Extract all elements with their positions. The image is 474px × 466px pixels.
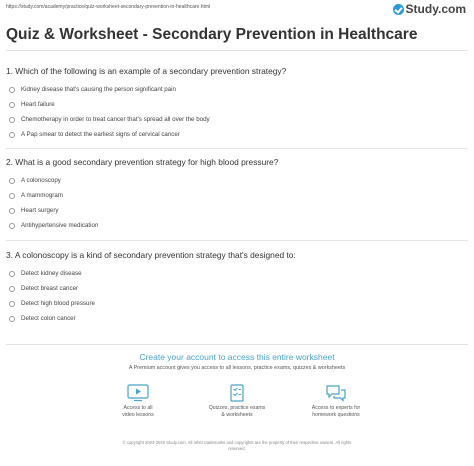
answer-option[interactable]: [6, 296, 468, 311]
study-logo[interactable]: [393, 2, 466, 16]
feature-label: Access to experts for homework questions: [311, 405, 361, 418]
top-bar: [0, 0, 474, 14]
option-text: Detect kidney disease: [21, 270, 82, 277]
feature-video-lessons: [93, 384, 183, 419]
check-icon: [393, 4, 404, 15]
radio-icon[interactable]: [9, 102, 15, 108]
answer-option[interactable]: [6, 266, 468, 281]
page-title: Quiz & Worksheet - Secondary Prevention in Healthcare: [6, 26, 418, 43]
radio-icon[interactable]: [9, 87, 15, 93]
feature-label: Access to all video lessons: [122, 405, 154, 418]
question-3: [6, 250, 468, 326]
copyright-footer: [0, 440, 474, 452]
option-text: Heart failure: [21, 101, 55, 108]
answer-option[interactable]: [6, 281, 468, 296]
question-text: 1. Which of the following is an example of a secondary prevention strategy?: [6, 66, 287, 76]
question-text: 3. A colonoscopy is a kind of secondary prevention strategy that's designed to:: [6, 250, 296, 260]
radio-icon[interactable]: [9, 208, 15, 214]
question-divider: [6, 240, 468, 241]
option-text: Detect colon cancer: [21, 315, 76, 322]
expert-chat-icon: [325, 384, 347, 402]
option-text: Detect breast cancer: [21, 285, 79, 292]
logo-text: Study.com: [405, 2, 466, 16]
option-text: Kidney disease that's causing the person significant pain: [21, 86, 176, 93]
option-text: A colonoscopy: [21, 177, 61, 184]
radio-icon[interactable]: [9, 117, 15, 123]
answer-option[interactable]: [6, 82, 468, 97]
radio-icon[interactable]: [9, 316, 15, 322]
answer-option[interactable]: [6, 173, 468, 188]
page-url: https://study.com/academy/practice/quiz-worksheet-secondary-prevention-in-healthcare.html: [6, 4, 211, 10]
feature-quizzes: [192, 384, 282, 419]
feature-experts: [291, 384, 381, 419]
option-text: A mammogram: [21, 192, 63, 199]
promo-title[interactable]: Create your account to access this entire worksheet: [139, 352, 335, 362]
radio-icon[interactable]: [9, 286, 15, 292]
radio-icon[interactable]: [9, 193, 15, 199]
promo-subtitle: A Premium account gives you access to all lessons, practice exams, quizzes & worksheets: [128, 365, 346, 371]
video-lessons-icon: [127, 384, 149, 402]
question-divider: [6, 148, 468, 149]
copyright-line: reserved.: [228, 446, 246, 451]
copyright-line: © copyright 2003-2020 Study.com. All other trademarks and copyrights are the property of their respective owners. All rights: [122, 440, 352, 445]
option-text: Chemotherapy in order to treat cancer that's spread all over the body: [21, 116, 210, 123]
quiz-icon: [226, 384, 248, 402]
answer-option[interactable]: [6, 97, 468, 112]
radio-icon[interactable]: [9, 271, 15, 277]
answer-option[interactable]: [6, 188, 468, 203]
answer-option[interactable]: [6, 203, 468, 218]
promo-divider: [6, 344, 468, 345]
answer-option[interactable]: [6, 127, 468, 142]
question-1: [6, 66, 468, 142]
title-divider: [6, 50, 468, 51]
question-text: 2. What is a good secondary prevention strategy for high blood pressure?: [6, 157, 279, 167]
answer-option[interactable]: [6, 311, 468, 326]
radio-icon[interactable]: [9, 301, 15, 307]
radio-icon[interactable]: [9, 132, 15, 138]
question-2: [6, 157, 468, 233]
radio-icon[interactable]: [9, 178, 15, 184]
answer-option[interactable]: [6, 218, 468, 233]
option-text: A Pap smear to detect the earliest signs of cervical cancer: [21, 131, 180, 138]
option-text: Detect high blood pressure: [21, 300, 95, 307]
feature-label: Quizzes, practice exams & worksheets: [208, 405, 266, 418]
radio-icon[interactable]: [9, 223, 15, 229]
option-text: Heart surgery: [21, 207, 59, 214]
answer-option[interactable]: [6, 112, 468, 127]
option-text: Antihypertensive medication: [21, 222, 99, 229]
